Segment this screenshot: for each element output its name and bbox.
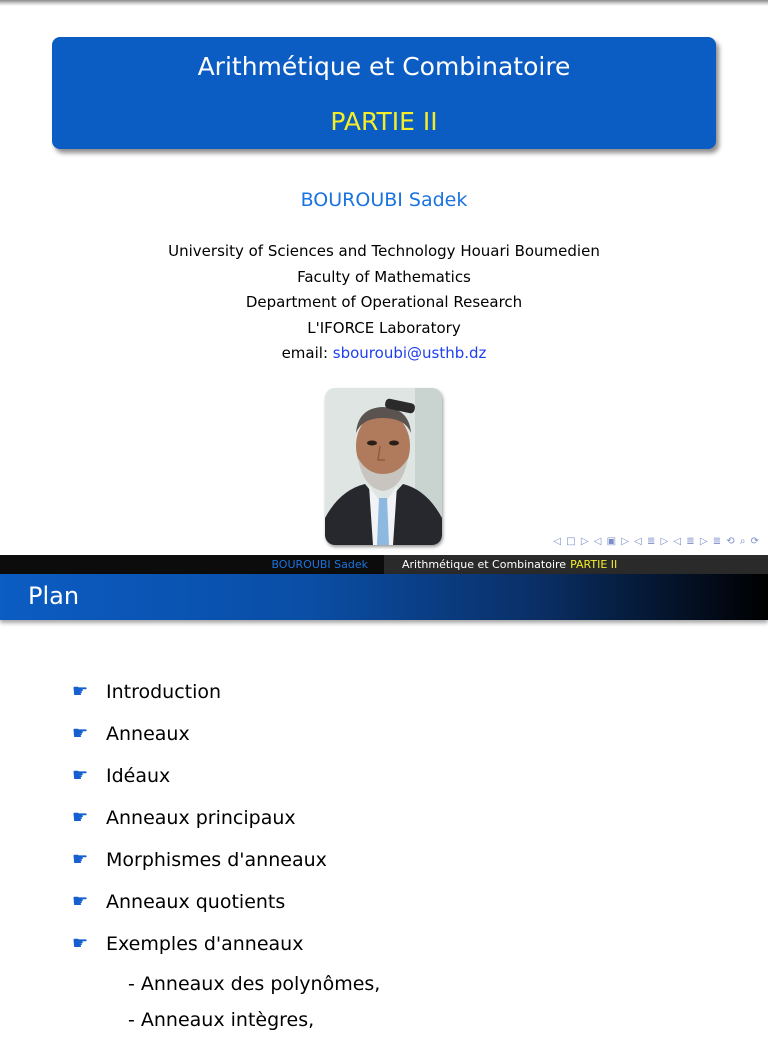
hand-pointing-right-icon: ☛ — [72, 933, 89, 954]
footer-author: BOUROUBI Sadek — [0, 555, 384, 574]
list-item-label: Introduction — [106, 681, 222, 703]
hand-pointing-right-icon: ☛ — [72, 723, 89, 744]
sub-list-item: - Anneaux intègres, — [128, 1009, 315, 1031]
hand-pointing-right-icon: ☛ — [72, 807, 89, 828]
portrait-image — [325, 388, 442, 545]
affiliation-line: University of Sciences and Technology Houari Boumedien — [168, 242, 600, 260]
list-item — [72, 718, 752, 760]
list-item-label: Anneaux quotients — [106, 891, 286, 913]
affiliation-line: Faculty of Mathematics — [297, 267, 471, 286]
list-item-label: Anneaux principaux — [106, 807, 296, 829]
hand-pointing-right-icon: ☛ — [72, 765, 89, 786]
affiliation-block — [0, 239, 768, 367]
email-line — [0, 341, 768, 367]
list-item-label: Exemples d'anneaux — [106, 933, 304, 955]
plan-list — [72, 676, 752, 1042]
author-photo — [325, 388, 442, 545]
list-item — [72, 844, 752, 886]
slide-navigation-controls[interactable]: ◁ □ ▷ ◁ ▣ ▷ ◁ ≣ ▷ ◁ ≣ ▷ ≣ ⟲ ⌕ ⟳ — [553, 536, 760, 547]
presentation-subtitle: PARTIE II — [330, 107, 438, 136]
email-link[interactable]: sbouroubi@usthb.dz — [332, 344, 487, 362]
list-item — [72, 676, 752, 718]
list-item — [72, 928, 752, 970]
list-item — [72, 886, 752, 928]
footer-title — [384, 555, 768, 574]
sub-list-item: - Anneaux des polynômes, — [128, 973, 381, 995]
email-label: email: — [281, 344, 333, 362]
hand-pointing-right-icon: ☛ — [72, 891, 89, 912]
list-item-label: Anneaux — [106, 723, 190, 745]
frame-title: Plan — [28, 582, 80, 610]
list-item — [72, 802, 752, 844]
hand-pointing-right-icon: ☛ — [72, 849, 89, 870]
footer-bar — [0, 555, 768, 574]
page-top-edge — [0, 0, 768, 6]
list-item-label: Morphismes d'anneaux — [106, 849, 327, 871]
list-item-label: Idéaux — [106, 765, 171, 787]
hand-pointing-right-icon: ☛ — [72, 681, 89, 702]
author-name: BOUROUBI Sadek — [300, 189, 468, 211]
affiliation-line: Department of Operational Research — [245, 293, 523, 311]
list-item — [72, 760, 752, 802]
presentation-title: Arithmétique et Combinatoire — [197, 52, 571, 81]
footer-title-text: Arithmétique et Combinatoire — [402, 558, 567, 571]
affiliation-line: L'IFORCE Laboratory — [307, 318, 461, 337]
footer-subtitle: PARTIE II — [570, 558, 618, 571]
frame-title-bar — [0, 574, 768, 620]
